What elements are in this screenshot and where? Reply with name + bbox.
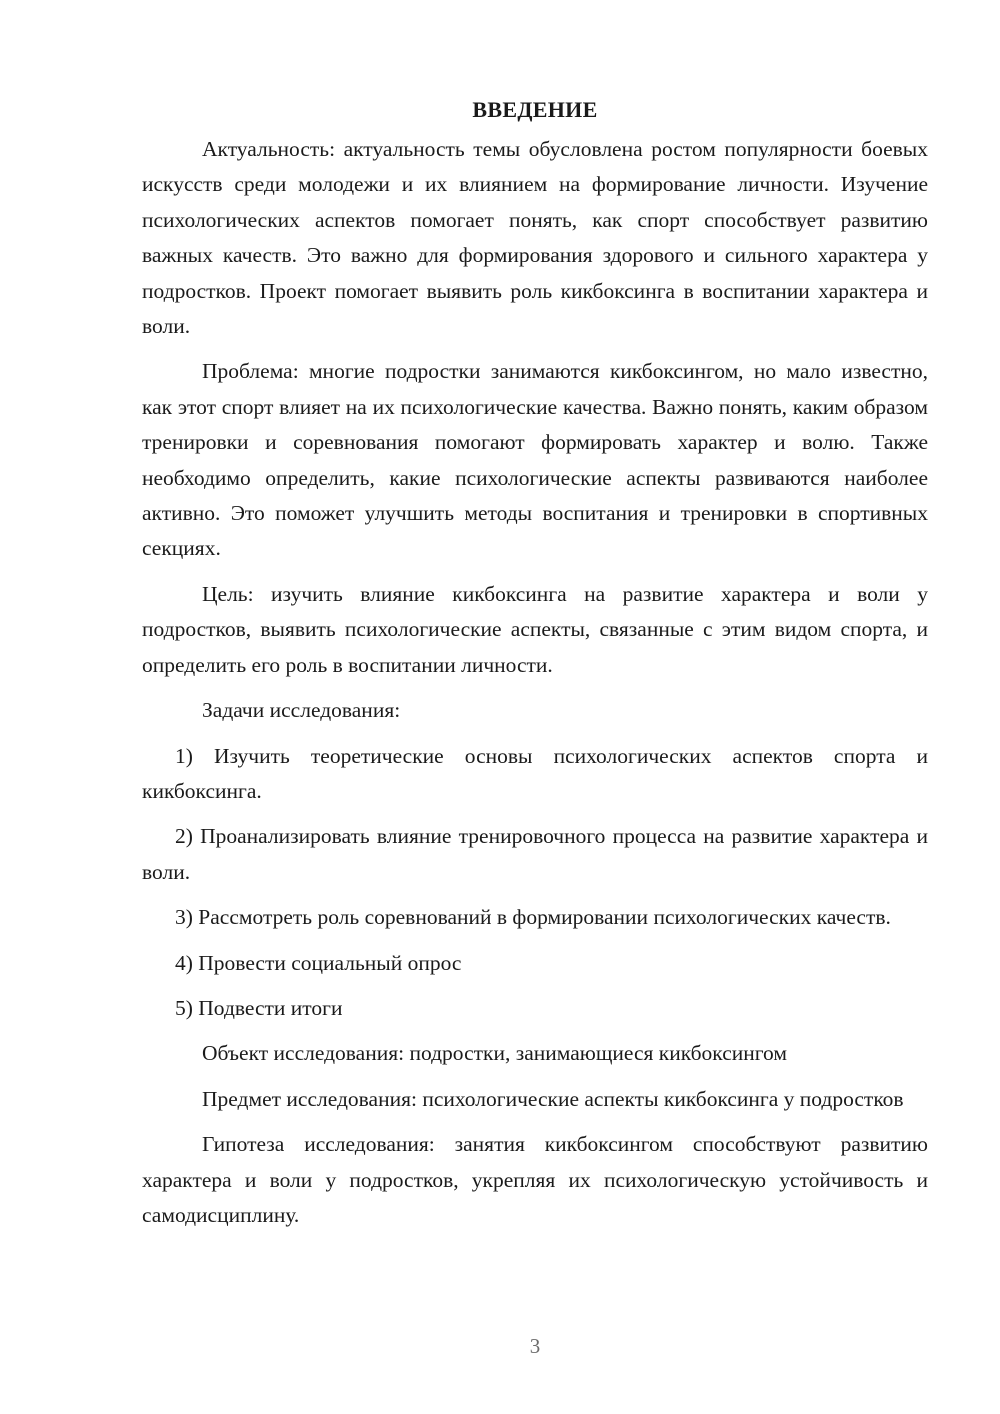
paragraph-problem: Проблема: многие подростки занимаются кикбоксингом, но мало известно, как этот спорт влияет на их психологические качества. Важно понять, каким образом тренировки и соревнования помогают формировать характер и волю. Также необходимо определить, какие психологические аспекты развиваются наиболее активно. Это поможет улучшить методы воспитания и тренировки в спортивных секциях. xyxy=(142,359,928,561)
section-title: ВВЕДЕНИЕ xyxy=(472,97,598,122)
task-item-3: 3) Рассмотреть роль соревнований в формировании психологических качеств. xyxy=(175,905,891,930)
tasks-heading: Задачи исследования: xyxy=(202,698,401,723)
task-item-1: 1) Изучить теоретические основы психологических аспектов спорта и кикбоксинга. xyxy=(142,743,928,803)
research-subject: Предмет исследования: психологические аспекты кикбоксинга у подростков xyxy=(202,1086,904,1111)
paragraph-relevance: Актуальность: актуальность темы обусловлена ростом популярности боевых искусств среди молодежи и их влиянием на формирование личности. Изучение психологических аспектов помогает понять, как спорт способствует развитию важных качеств. Это важно для формирования здорового и сильного характера у подростков. Проект помогает выявить роль кикбоксинга в воспитании характера и воли. xyxy=(142,137,928,339)
page-number: 3 xyxy=(529,1334,541,1358)
document-page xyxy=(142,92,928,1243)
research-object: Объект исследования: подростки, занимающиеся кикбоксингом xyxy=(202,1041,788,1066)
task-item-2: 2) Проанализировать влияние тренировочного процесса на развитие характера и воли. xyxy=(142,824,928,884)
task-item-4: 4) Провести социальный опрос xyxy=(175,950,462,975)
task-item-5: 5) Подвести итоги xyxy=(175,995,343,1020)
research-hypothesis: Гипотеза исследования: занятия кикбоксингом способствуют развитию характера и воли у подростков, укрепляя их психологическую устойчивость и самодисциплину. xyxy=(142,1132,928,1227)
paragraph-goal: Цель: изучить влияние кикбоксинга на развитие характера и воли у подростков, выявить психологические аспекты, связанные с этим видом спорта, и определить его роль в воспитании личности. xyxy=(142,581,928,677)
